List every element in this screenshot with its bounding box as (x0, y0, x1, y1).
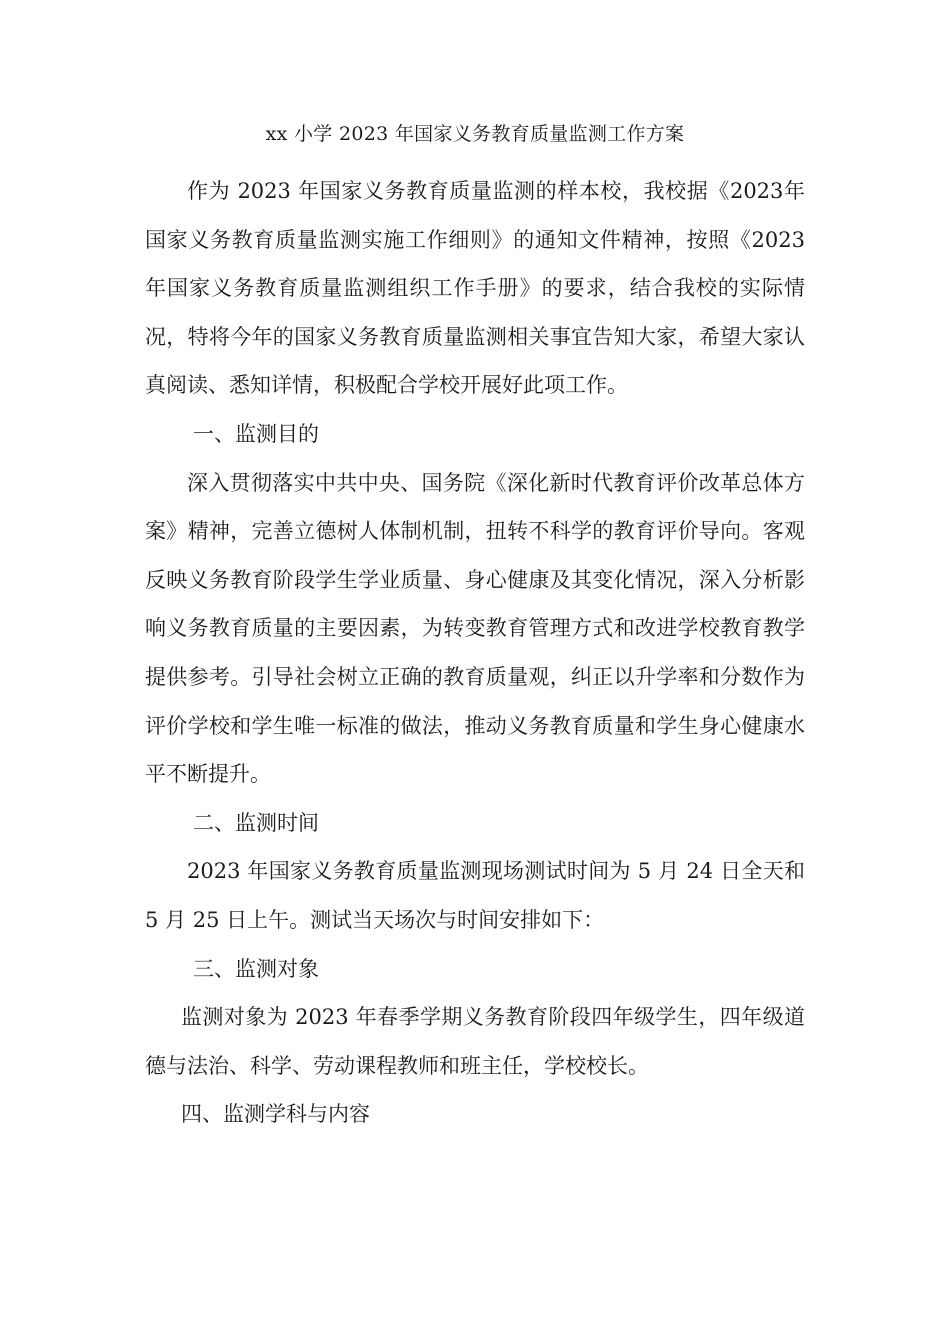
section-text-time: 2023 年国家义务教育质量监测现场测试时间为 5 月 24 日全天和 5 月 25 日上午。测试当天场次与时间安排如下： (145, 859, 805, 932)
section-heading-target: 三、监测对象 (193, 956, 319, 981)
section-heading-time: 二、监测时间 (193, 810, 319, 835)
section-heading-subjects: 四、监测学科与内容 (181, 1102, 370, 1127)
document-body (145, 167, 805, 1139)
section-text-target: 监测对象为 2023 年春季学期义务教育阶段四年级学生，四年级道德与法治、科学、劳动课程教师和班主任，学校校长。 (145, 1005, 805, 1078)
document-title: xx 小学 2023 年国家义务教育质量监测工作方案 (265, 123, 685, 145)
section-heading-purpose: 一、监测目的 (193, 421, 319, 446)
section-text-purpose: 深入贯彻落实中共中央、国务院《深化新时代教育评价改革总体方案》精神，完善立德树人体制机制，扭转不科学的教育评价导向。客观反映义务教育阶段学生学业质量、身心健康及其变化情况，深入分析影响义务教育质量的主要因素，为转变教育管理方式和改进学校教育教学提供参考。引导社会树立正确的教育质量观，纠正以升学率和分数作为评价学校和学生唯一标准的做法，推动义务教育质量和学生身心健康水平不断提升。 (145, 470, 805, 787)
intro-paragraph: 作为 2023 年国家义务教育质量监测的样本校，我校据《2023年国家义务教育质量监测实施工作细则》的通知文件精神，按照《2023年国家义务教育质量监测组织工作手册》的要求，结合我校的实际情况，特将今年的国家义务教育质量监测相关事宜告知大家，希望大家认真阅读、悉知详情，积极配合学校开展好此项工作。 (145, 179, 805, 398)
